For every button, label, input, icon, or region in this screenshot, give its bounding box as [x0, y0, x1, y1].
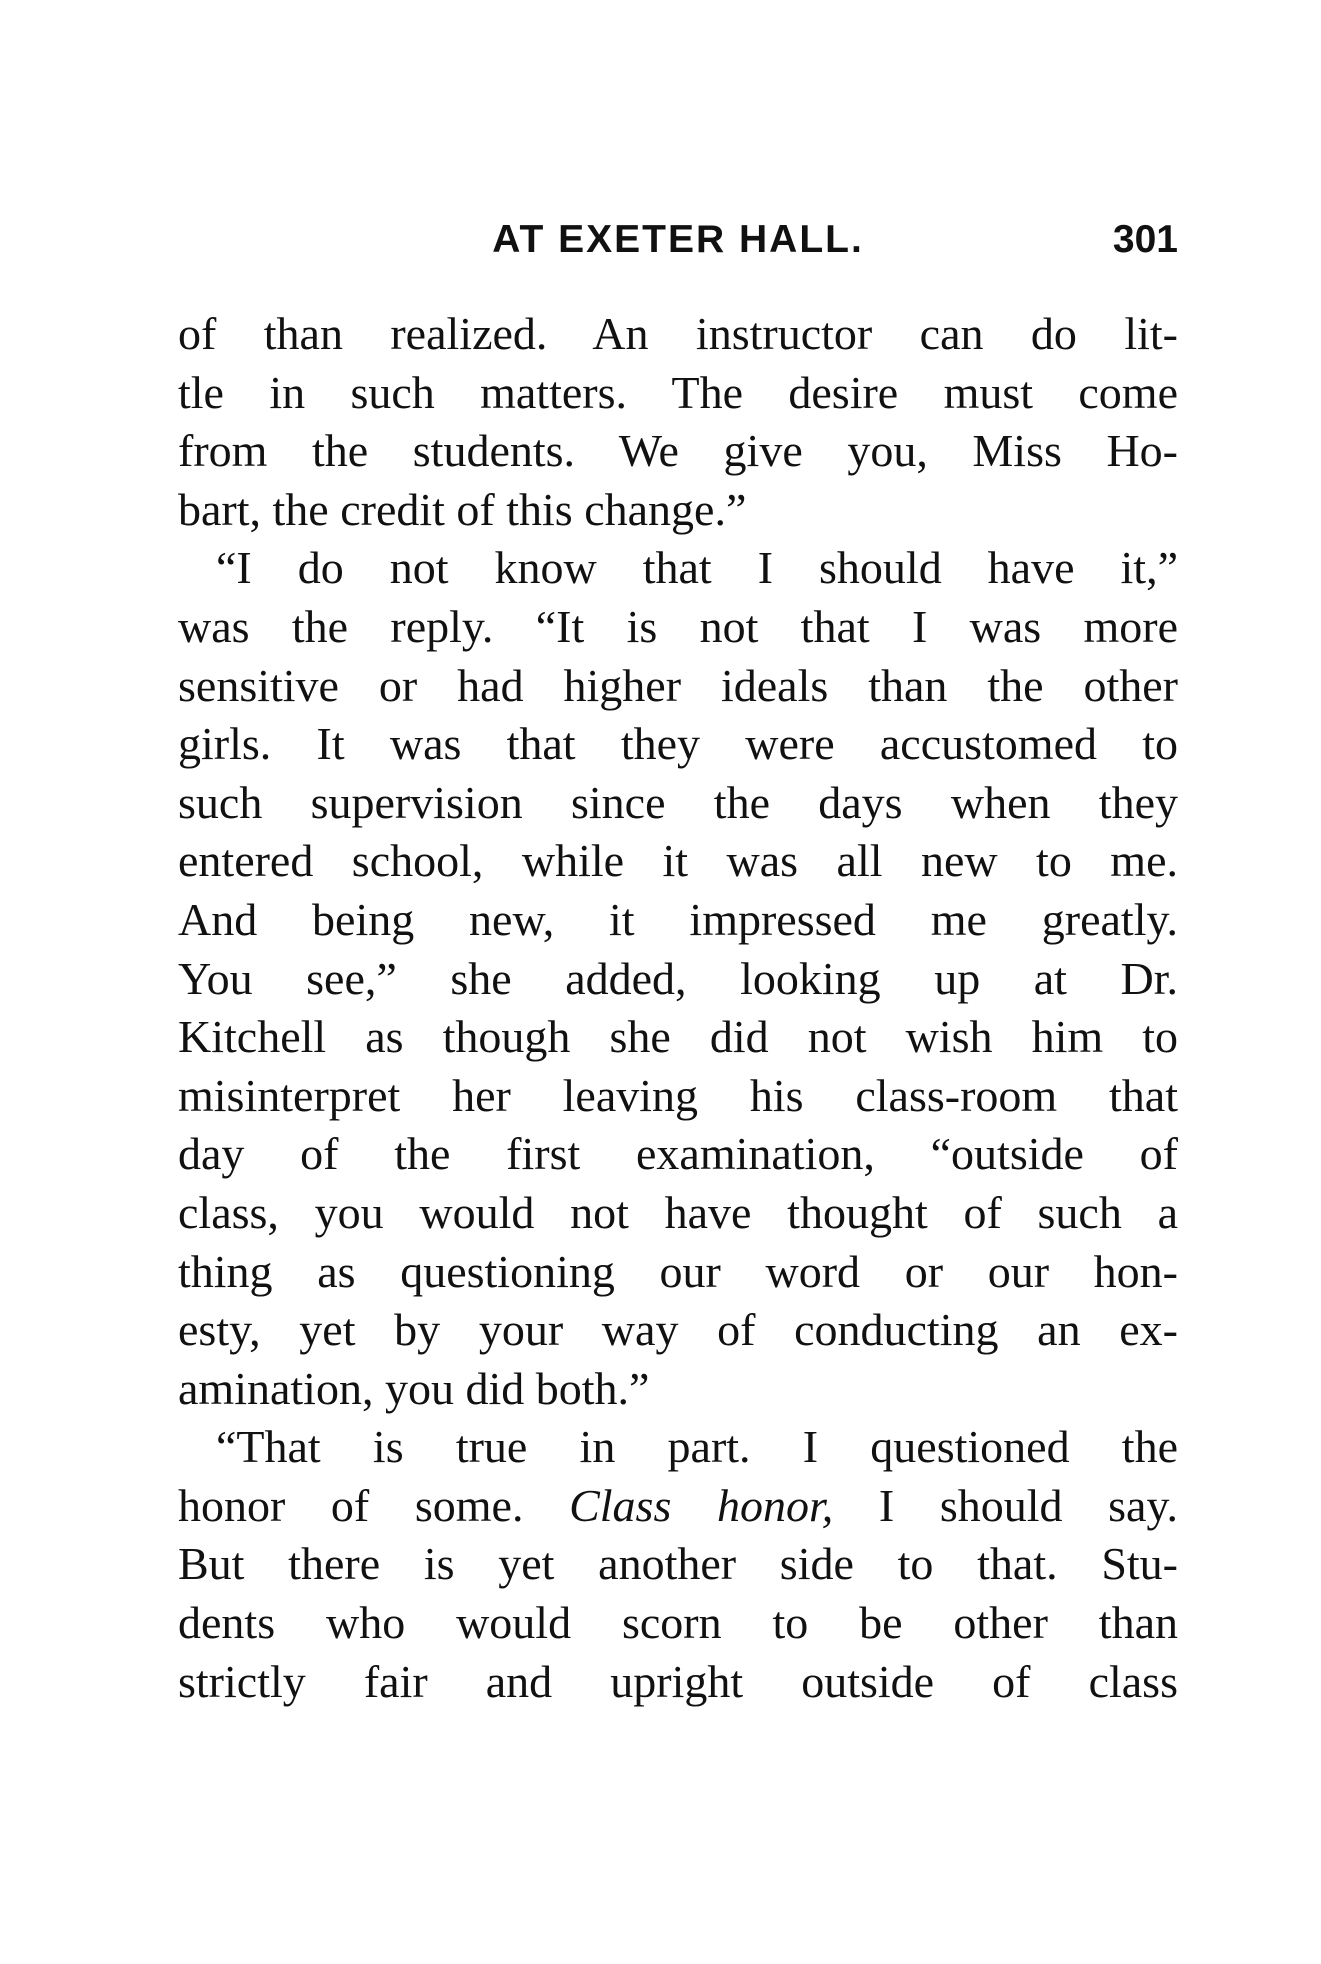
- text-segment: I should say.: [833, 1479, 1178, 1531]
- italic-phrase: Class honor,: [569, 1479, 834, 1531]
- text-line: sensitive or had higher ideals than the other: [178, 659, 1178, 711]
- running-header: [178, 212, 1178, 268]
- text-line: was the reply. “It is not that I was more: [178, 600, 1178, 652]
- text-line: bart, the credit of this change.”: [178, 483, 747, 535]
- text-line: And being new, it impressed me greatly.: [178, 893, 1178, 945]
- text-segment: honor of some.: [178, 1479, 570, 1531]
- body-text: [178, 305, 1178, 1711]
- text-line: You see,” she added, looking up at Dr.: [178, 952, 1178, 1004]
- text-line: But there is yet another side to that. Stu-: [178, 1538, 1178, 1590]
- text-line: esty, yet by your way of conducting an ex-: [178, 1304, 1178, 1356]
- text-line: girls. It was that they were accustomed to: [178, 718, 1178, 770]
- text-line: strictly fair and upright outside of class: [178, 1655, 1178, 1707]
- page-number: 301: [1112, 218, 1178, 261]
- text-line: of than realized. An instructor can do lit-: [178, 308, 1178, 359]
- text-line: day of the first examination, “outside of: [178, 1128, 1178, 1180]
- text-line: class, you would not have thought of such a: [178, 1186, 1178, 1238]
- text-line: from the students. We give you, Miss Ho-: [178, 425, 1178, 477]
- text-line: such supervision since the days when they: [178, 776, 1178, 828]
- text-line: “I do not know that I should have it,”: [216, 542, 1178, 594]
- text-line: dents who would scorn to be other than: [178, 1597, 1178, 1649]
- text-line: amination, you did both.”: [178, 1362, 650, 1414]
- text-line: entered school, while it was all new to me.: [178, 835, 1178, 887]
- text-line: tle in such matters. The desire must come: [178, 366, 1178, 418]
- text-line: “That is true in part. I questioned the: [216, 1421, 1178, 1473]
- text-line-with-italic: [178, 1477, 1178, 1536]
- text-line: thing as questioning our word or our hon-: [178, 1245, 1178, 1297]
- running-title: AT EXETER HALL.: [492, 218, 864, 261]
- text-line: Kitchell as though she did not wish him to: [178, 1011, 1178, 1063]
- text-line: misinterpret her leaving his class-room that: [178, 1069, 1178, 1121]
